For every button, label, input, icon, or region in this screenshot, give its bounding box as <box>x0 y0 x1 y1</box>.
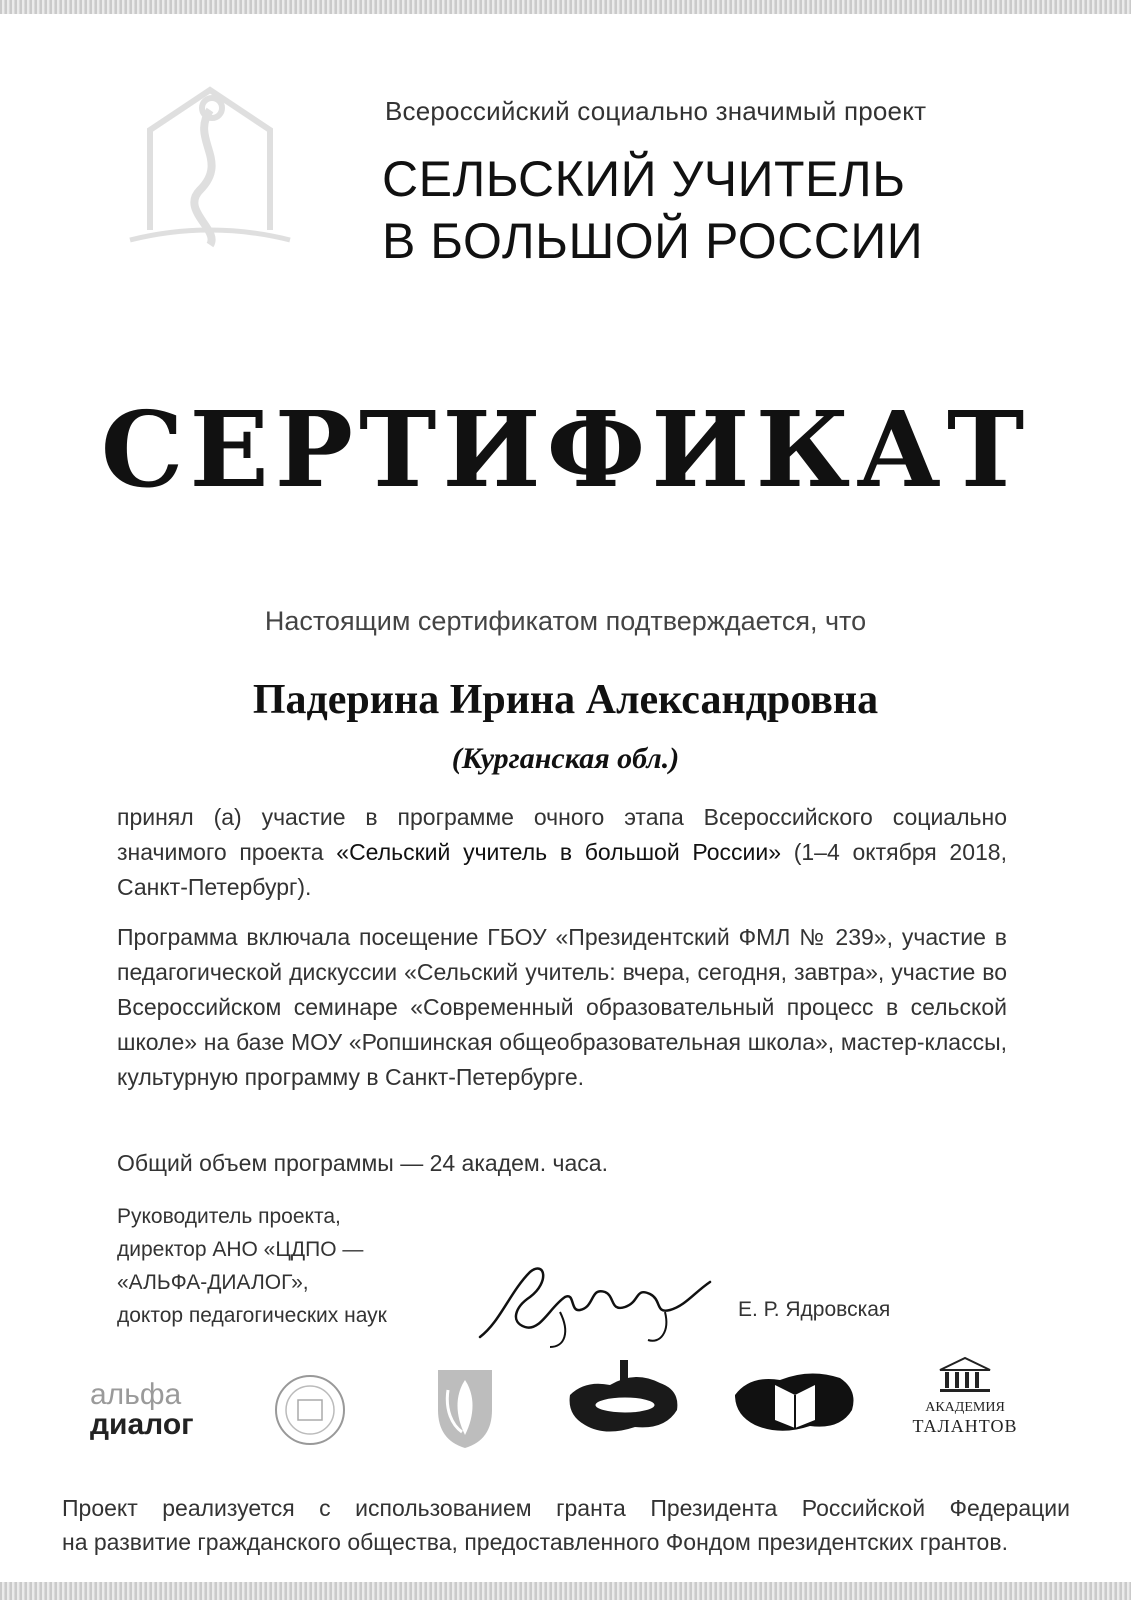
confirmation-line: Настоящим сертификатом подтверждается, что <box>264 606 867 636</box>
scan-edge-top <box>0 0 1131 14</box>
certificate-heading: СЕРТИФИКАТ <box>100 388 1031 511</box>
participation-paragraph <box>117 800 1007 905</box>
project-title-line-1: СЕЛЬСКИЙ УЧИТЕЛЬ <box>382 151 906 207</box>
handwritten-signature <box>470 1252 720 1352</box>
recipient-name: Падерина Ирина Александровна <box>252 677 879 723</box>
participation-text-start: принял (а) участие в программе очного этапа Всероссийского социально значимого проекта <box>117 804 1007 865</box>
academy-logo-top: АКАДЕМИЯ <box>925 1400 1005 1415</box>
project-title <box>382 148 923 272</box>
grant-footer-line-1: Проект реализуется с использованием гранта Президента Российской Федерации <box>62 1495 1070 1521</box>
project-tagline: Всероссийский социально значимый проект <box>385 96 927 126</box>
signatory-line-1: Руководитель проекта, <box>117 1205 341 1228</box>
wheat-shield-logo <box>430 1360 500 1450</box>
academy-building-icon <box>935 1355 995 1395</box>
education-support-logo <box>565 1355 685 1445</box>
signatory-title-block <box>117 1200 387 1332</box>
scan-edge-bottom <box>0 1582 1131 1600</box>
partner-logos-row <box>85 1378 1065 1495</box>
program-description-paragraph: Программа включала посещение ГБОУ «Президентский ФМЛ № 239», участие в педагогической дискуссии «Сельский учитель: вчера, сегодня, завтра», участие во Всероссийском семинаре «Современный образовательный процесс в сельской школе» на базе МОУ «Ропшинская общеобразовательная школа», мастер-классы, культурную программу в Санкт-Петербурге. <box>117 924 1007 1090</box>
academy-logo-bottom: ТАЛАНТОВ <box>912 1416 1018 1436</box>
russia-map-book-logo <box>730 1360 860 1440</box>
academy-of-talents-logo <box>900 1355 1030 1437</box>
grant-footer <box>62 1491 1070 1559</box>
signatory-line-4: доктор педагогических наук <box>117 1304 387 1327</box>
project-name-inline: «Сельский учитель в большой России» <box>336 839 782 865</box>
emblem-circle-logo <box>270 1365 350 1455</box>
alfa-dialog-logo-top: альфа <box>90 1378 182 1411</box>
project-title-line-2: В БОЛЬШОЙ РОССИИ <box>382 213 924 269</box>
alfa-dialog-logo-bottom: диалог <box>90 1408 194 1441</box>
signatory-line-3: «АЛЬФА-ДИАЛОГ», <box>117 1271 309 1294</box>
grant-footer-line-2: на развитие гражданского общества, предоставленного Фондом президентских грантов. <box>62 1529 1008 1555</box>
program-volume-paragraph: Общий объем программы — 24 академ. часа. <box>117 1150 608 1176</box>
participation-text-end: (1–4 октября 2018, Санкт-Петербург). <box>117 839 1007 900</box>
signer-name: Е. Р. Ядровская <box>738 1298 891 1321</box>
signatory-line-2: директор АНО «ЦДПО — <box>117 1238 364 1261</box>
alfa-dialog-logo <box>90 1380 210 1440</box>
recipient-region: (Курганская обл.) <box>451 742 680 775</box>
project-logo-watermark <box>120 70 300 260</box>
